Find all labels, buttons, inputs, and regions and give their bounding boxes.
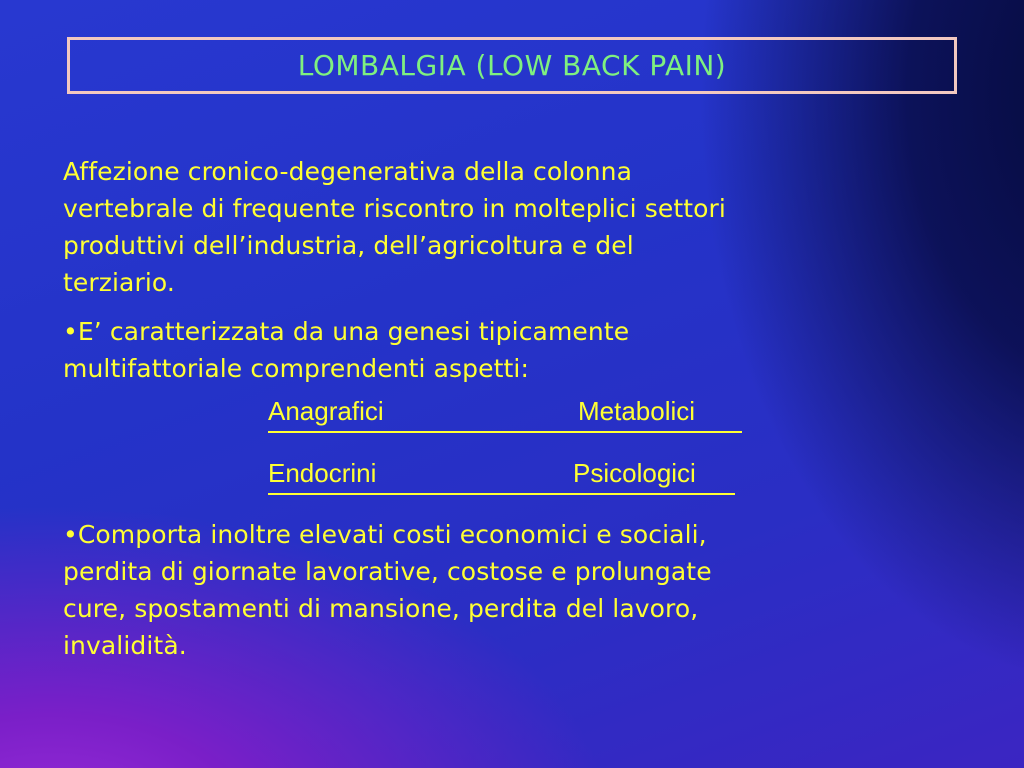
slide-title: LOMBALGIA (LOW BACK PAIN) — [297, 49, 727, 82]
intro-line: vertebrale di frequente riscontro in molteplici settori — [63, 194, 726, 223]
aspects-list — [63, 391, 963, 507]
aspect-row — [268, 453, 735, 495]
intro-line: terziario. — [63, 268, 175, 297]
intro-line: Affezione cronico-degenerativa della colonna — [63, 157, 633, 186]
bullet-costs-line: cure, spostamenti di mansione, perdita del lavoro, — [63, 594, 699, 623]
aspect-row — [268, 391, 742, 433]
aspect-metabolici: Metabolici — [578, 396, 696, 426]
bullet-costs-line: perdita di giornate lavorative, costose e prolungate — [63, 557, 712, 586]
bullet-genesis — [63, 313, 963, 387]
aspect-endocrini: Endocrini — [268, 458, 377, 488]
title-box — [67, 37, 957, 94]
aspect-anagrafici: Anagrafici — [268, 396, 384, 426]
bullet-genesis-line: multifattoriale comprendenti aspetti: — [63, 354, 530, 383]
bullet-costs — [63, 516, 963, 664]
intro-paragraph — [63, 153, 963, 301]
bullet-costs-line: invalidità. — [63, 631, 187, 660]
intro-line: produttivi dell’industria, dell’agricoltura e del — [63, 231, 634, 260]
aspect-psicologici: Psicologici — [573, 458, 696, 488]
bullet-genesis-line: •E’ caratterizzata da una genesi tipicamente — [63, 317, 630, 346]
bullet-costs-line: •Comporta inoltre elevati costi economici e sociali, — [63, 520, 707, 549]
slide-content — [63, 153, 963, 664]
